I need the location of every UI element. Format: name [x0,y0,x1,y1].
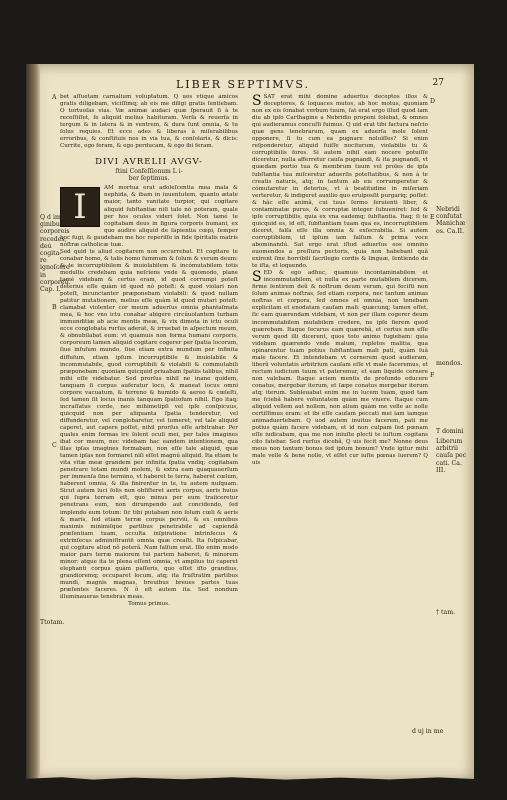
opening-paragraph: bet aſſuetam carnalium voluptatum. Q uos vtique amicos gratis diligebam, viciſſimq; ab eis me diligi gratis ſentiebam. O tortuoſas vias. Væ animæ audaci quæ ſperauit ſi à te receſſiſſet, ſe aliquid melius habituram. Verſa & reuerſa in tergum & in latera & in ventrem, & dura ſunt omnia, & tu ſolus requies. Et ecce ades & liberas à miſerabilibus erroribus, & conſtituis nos in via tua, & conſolaris, & dicis: Currite, ego feram, & ego perducam, & ego ibi feram. [60,94,238,150]
margin-note-totam: Ttotam. [40,619,65,626]
book-title: DIVI AVRELII AVGV- [95,157,203,168]
margin-note-left: Q d ima ginibus corporeis recedes, deú cogita-re ignoſcere in corporeũ. Cap. I. [40,214,71,294]
book-spine [26,64,40,780]
margin-note-nebridius: Nebridi confutat Manichæ os. Ca.II. [436,206,466,235]
book-subtitle: ſtini Confeſſionum L i- ber ſeptimus. [115,168,183,183]
chapter-body: Sed quid te aliud cogitarem non occurrebat. Et cogitare te conabar homo, & talis homo ſummum & ſolum & verum deum: & te incorruptibilem & inuiolabilem & incómutabilem totis medullis credebam quia neſciens vnde & quomodo, plane tamé videbam & certus eram, id quod corrumpi poteſt deterius eſſe quàm id quod nó poteſt: & quod violari non poteſt, incunctanter præponebam violabili: & quod nullam patitur mutationem, melius eſſe quàm id quod mutari poteſt: clamabat violenter cor meum aduerſus omnia phantaſmata mea, & hoc vno ictu conabar abigere circúuolantem turbam immunditiæ ab acie mentis meæ, & vix dimota in ictu oculi ecce conglobata rurſus aderat, & irruebat in aſpectum meum, & obnubilabat eum: vt quamuis non forma humani corporis, corporeum tamen aliquid cogitare cogerer per ſpatia locorum, ſiue infuſum mundo, ſiue etiam extra mundum per infinita diffuſum, etiam ipſum incorruptibile & inuiolabile & incommutabile, quod corruptibili & violabili & commutabili præponebam: quoniam quicquid priuabam ſpatiis talibus, nihil mihi eſſe videbatur. Sed prorſus nihil ne inane quidem, tanquam ſi corpus auferatur loco, & maneat locus omni corpore vacuatum, & terreno & humido & aereo & cœleſti, ſed tamen ſit locus inanis tanquam ſpatioſum nihil. Ego itaq; incraſſatus corde, nec mihimetipſi vel ipſe conſpicuus, quicquid non per aliquanta ſpatia tenderetur, vel diffunderetur, vel conglobaretur, vel tumeret, vel tale aliquid caperet, aut capere poſſet, nihil prorſus eſſe arbitrabar. Per quales enim formas ire ſolent oculi mei, per tales imagines ibat cor meum, nec videbam hac eandem intentionem, qua illas ipſas imagines formabam, non eſſe tale aliquid, quæ tamen ipſas non formaret niſi eſſet magnú aliquid. Ita etiam te vita vitæ meæ grandem per infinita ſpatia vndiq; cogitabam penetrare totam mundi molem, & extra eam quaquauerſum per immenſa ſine termino, vt haberet te terra, haberet cœlum, haberent omnia, & illa finirentur in te, tu autem nuſquam. Sicut autem luci ſolis non obſiſteret aeris corpus, aeris huius qui ſupra terram eſt, quo minus per eum traiiceretur penetrans eum, non dirumpendo aut concidendo, ſed implendo eum totum: ſic tibi putabam non ſolum cœli & aeris & maris, ſed etiam terræ corpus perviũ, & ex omnibus maximis minimiſque partibus penetrabile ad capiendã præſentiam tuam, occulta inſpiratione intrinſecus & extrinſecus adminiſtrantē omnia quæ creaſti. Ita ſuſpicabar, qui cogitare aliud nõ poterã. Nam falſum erat. Illo enim modo maior pars terræ maiorem tui partem haberet, & minorem minor: atque ita te plena eſſent omnia, vt amplius tui caperet elephanti corpus quàm paſſeris, quo eſſet iſto grandius, grandioremq; occuparet locum, atq; ita fruſtratim partibus mundi, magnis magnas, breuibus breues partes tuas præſentes faceres. N õ eſt autem ita. Sed nondum illuminaueras tenebras meas. [60,248,238,601]
margin-note-liberum: Liberum arbitrii cauſa pec cati. Ca. III. [436,438,467,474]
initial-s: S [252,93,262,109]
right-column [252,94,428,467]
margin-note-tam: † tam. [436,609,456,616]
margin-letter-c: C [52,442,57,449]
page-number: 27 [432,78,444,88]
running-title: LIBER SEPTIMVS. [176,78,311,91]
margin-note-tdomini: T domini [436,428,464,435]
margin-letter-b: B [52,304,57,311]
catchword: d uj in me [412,728,444,735]
margin-letter-f: F [430,372,435,379]
decorated-initial: I [60,187,100,227]
margin-note-mendos: mendos. [436,360,463,367]
tomus-line: Tomus primus. [128,601,170,608]
book-page [26,64,474,780]
initial-s2: S [252,269,262,286]
chapter-three-text: SED & ego adhuc, quamuis incontaminabilem et incommutabilem, et nulla ex parte mutabilem dicerem, firme ſentirem deũ & noſtrum deum verum, qui feciſti non ſolum animas noſtras, ſed etiam corpora, nec tantum animas noſtras et corpora, ſed omnes et omnia, non tenebam explicitam et enodatam cauſam mali: quæcunq; tamen eſſet, ſic eam quærendam videbam, vt non per illam cogerer deum incommutabilem mutabilem credere, ne ipſe fierem quod quærebam. Itaque ſecurus eam quærebã, et certus non eſſe verum quod illi dicerent, quos toto animo fugiebam: quia videbam quærendo vnde malum, repletos malitia, qua opinarentur tuam potius ſubſtantiam mali patí, quàm ſuã male facere. Et intendebam vt cernerem quod audieram, liberũ voluntatis arbitrium cauſam eſſe vt male faceremus, et rectum iudicium tuum vt pateremur, et eam liquide cernere non valebam. Itaque aciem mentis de profundo educere conatus, mergebar iterum, et ſæpe conatus mergebar iterum atq; iterum. Subleuabat enim me in lucem tuam, quod tam me ſciebã habere voluntatem quàm me viuere. Itaque cum aliquid vellem aut nollem, non alium quàm me velle ac nolle certiſſimus eram: et ibi eſſe cauſam peccati mei iam iamque animaduertebam. Q uod autem inuitus facerem, pati me potius quàm facere videbam, et id non culpam ſed pœnam eſſe iudicabam, qua me non iniuſte plecti te iuſtum cogitans cito fatebar. Sed rurſus dicebã, Q uis fecit me? Nonne deus meus non tantum bonus ſed ipſum bonum? Vnde igitur mihi male velle & bene nolle, vt eſſet cur iuſte pœnas luerem? Q uis [252,269,428,467]
running-header [176,78,444,91]
torn-page-edge [26,774,474,780]
margin-letter-e: E [430,214,435,221]
margin-letter-d: D [430,98,435,105]
left-column [60,94,238,608]
chapter-opening: AM mortua erat adoleſcentia mea mala & nephida, & ibam in iuuentutem, quanto ætate maior, tanto vanitate turpior, qui cogitare aliquid ſubſtantiæ niſi tale nó poteram, quale per hos oculos videri ſolet. Non tamé te cogitabam deus in figura corporis humani, ex quo audire aliquid de ſapientia cœpi, ſemper hoc fugi, & gaudebam me hoc reperiſſe in fide ſpiritalis matris noſtræ catholicæ tuæ. [60,185,238,248]
margin-letter-a: A [52,94,57,101]
chapter-two-text: SSAT erat mihi domine aduerſus deceptos illos & deceptores, & loquaces mutos, ab hoc motus, quoniam non ex eis ſonabat verbum tuum, ſat erat ergo illud quod iam diu ab ipſo Carthagine a Nebridio proponi ſolebat, & omnes qui audieramus concuſſi fuimus. Q uid erat tibi factura neſcio quæ gens tenebrarum, quam ex aduerſa mole ſolent opponere, ſi tu cum ea pugnare noluiſſes? Si enim reſponderetur, aliquid fuiſſe nociturum, violabilis tu & corruptibilis fores. Si autem nihil eam nocere potuiſſe diceretur, nulla afferretur cauſa pugnandi, & ita pugnandi, vt quædam portio tua & membrum tuum vel proles de ipſa ſubſtantia tua miſceretur aduerſis poteſtatibus, & non à te creatis naturis, atq; in tantum ab eis corrumperetur & cómutaretur in deterius, vt à beatitudine in miſeriam verteretur, & indigeret auxilio quo eruiposſit purgariq; poſſet: & hãc eſſe animã, cui tuus ſermo ſeruienti liber, & contaminatæ purus, & corruptæ integer ſubueniret: ſed & ipſe corruptibilis, quia ex vna eademq; ſubſtantia. Itaq; ſi te quicquid es, id eſt, ſubſtantiam tuam qua es, incorruptibilem diceret, falſa eſſe illa omnia & exſecrabilia. Si autem corruptibilem, id ipſum iam falſum & prima voce abominandú. Sat ergo erat iſtud aduerſus eos omnino euomendos a preſſura pectoris, quia non habebant quã exirent ſine horribili ſacrilegio cordis & linguæ, ſentiendo de te iſta, et loquendo. [252,93,428,270]
